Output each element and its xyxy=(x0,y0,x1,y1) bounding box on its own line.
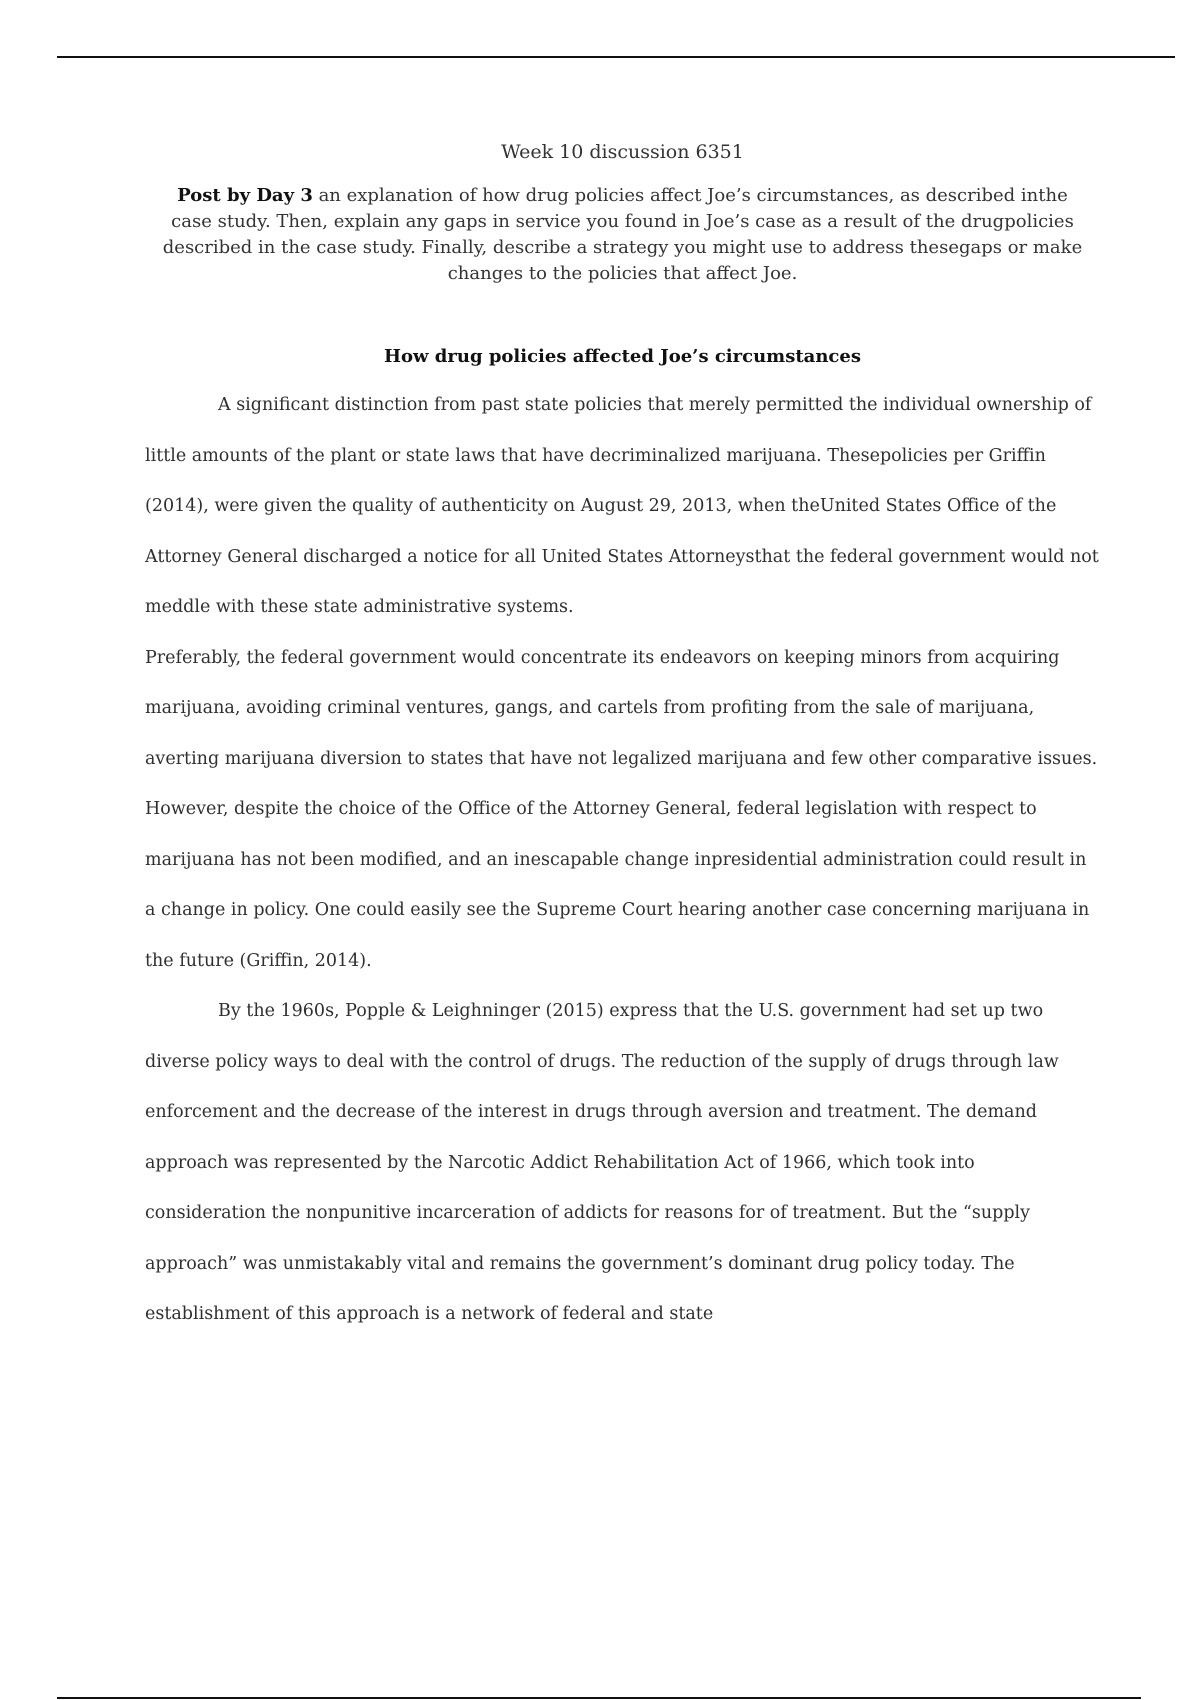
body-text xyxy=(145,380,1100,1340)
paragraph: A significant distinction from past state policies that merely permitted the individual ownership of little amounts of the plant or state laws that have decriminalized marijuana. Thesepolicies per Griffin (2014), were given the quality of authenticity on August 29, 2013, when theUnited States Office of the Attorney General discharged a notice for all United States Attorneysthat the federal government would not meddle with these state administrative systems. xyxy=(145,395,1099,617)
assignment-prompt xyxy=(160,183,1085,287)
paragraph: Preferably, the federal government would concentrate its endeavors on keeping minors from acquiring marijuana, avoiding criminal ventures, gangs, and cartels from profiting from the sale of marijuana, averting marijuana diversion to states that have not legalized marijuana and few other comparative issues. However, despite the choice of the Office of the Attorney General, federal legislation with respect to marijuana has not been modified, and an inescapable change inpresidential administration could result in a change in policy. One could easily see the Supreme Court hearing another case concerning marijuana in the future (Griffin, 2014). xyxy=(145,647,1098,971)
bottom-rule xyxy=(57,1697,1141,1699)
top-rule xyxy=(57,56,1175,58)
document-title: Week 10 discussion 6351 xyxy=(501,141,744,163)
prompt-text: an explanation of how drug policies affect Joe’s circumstances, as described inthe case study. Then, explain any gaps in service you found in Joe’s case as a result of the drugpolicies described in the case study. Finally, describe a strategy you might use to address thesegaps or make changes to the policies that affect Joe. xyxy=(162,185,1083,284)
prompt-lead: Post by Day 3 xyxy=(177,185,313,206)
section-heading: How drug policies affected Joe’s circumstances xyxy=(384,346,861,367)
paragraph: By the 1960s, Popple & Leighninger (2015) express that the U.S. government had set up two diverse policy ways to deal with the control of drugs. The reduction of the supply of drugs through law enforcement and the decrease of the interest in drugs through aversion and treatment. The demand approach was represented by the Narcotic Addict Rehabilitation Act of 1966, which took into consideration the nonpunitive incarceration of addicts for reasons for of treatment. But the “supply approach” was unmistakably vital and remains the government’s dominant drug policy today. The establishment of this approach is a network of federal and state xyxy=(145,1001,1059,1324)
